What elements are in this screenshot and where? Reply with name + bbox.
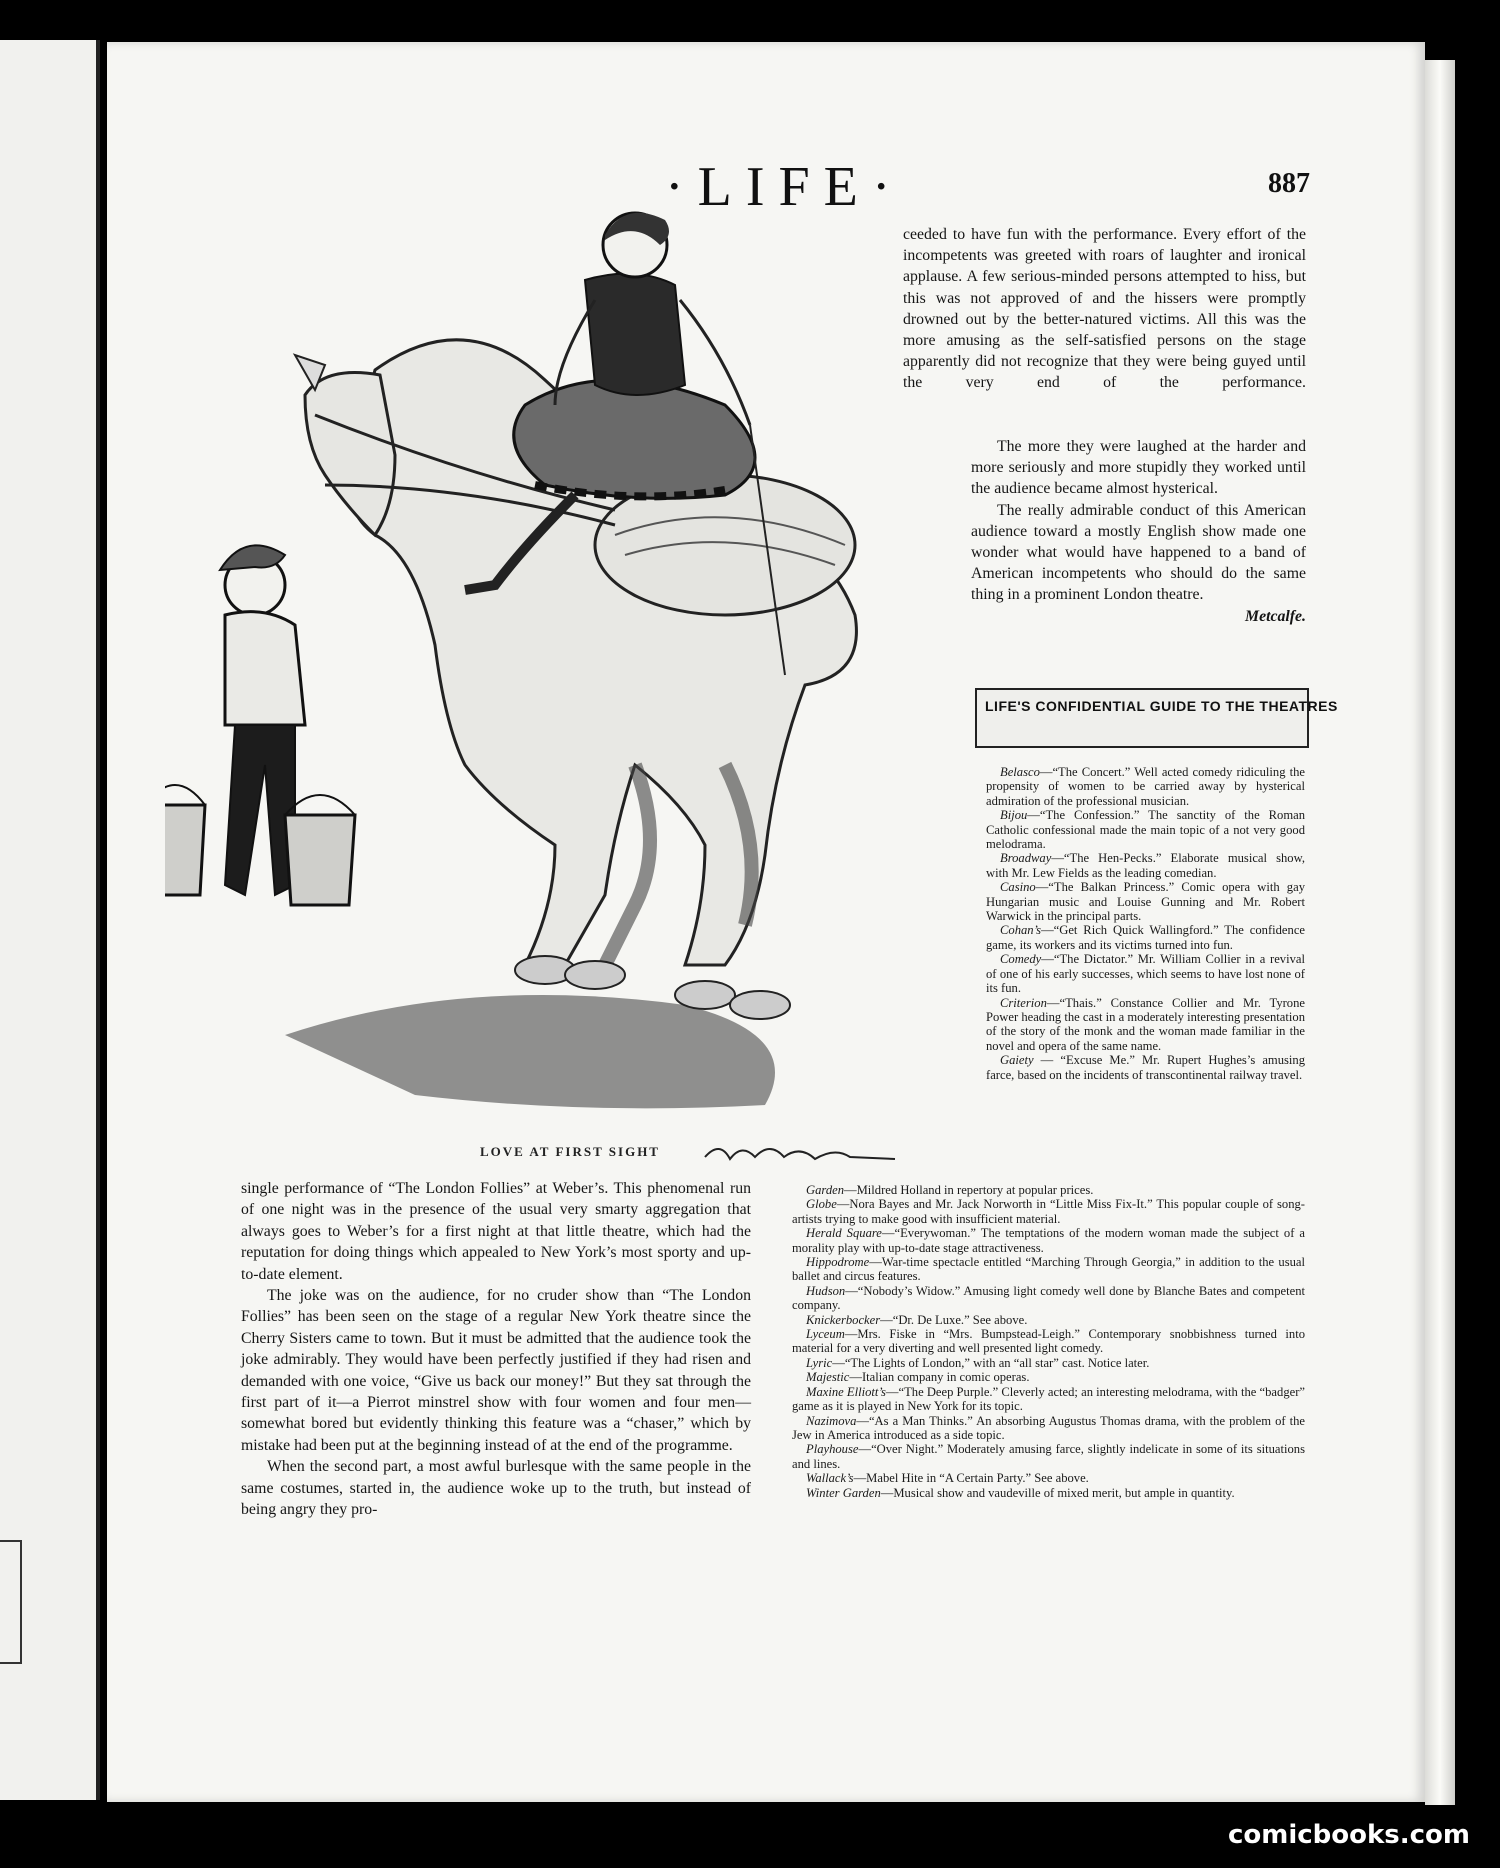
theatre-guide-title: LIFE'S CONFIDENTIAL GUIDE TO THE THEATRES	[985, 698, 1338, 714]
theatre-listing-a	[986, 765, 1305, 1082]
listing-text: —“The Hen-Pecks.” Elaborate musical show, with Mr. Lew Fields as the leading comedian.	[986, 851, 1305, 880]
listing-text: —Mrs. Fiske in “Mrs. Bumpstead-Leigh.” Contemporary snobbishness turned into material for a very diverting and well presented light comedy.	[792, 1327, 1305, 1356]
venue-name: Hippodrome	[806, 1255, 870, 1270]
venue-name: Playhouse	[806, 1442, 859, 1457]
listing-entry	[986, 952, 1305, 995]
venue-name: Herald Square	[806, 1226, 882, 1241]
page-stack-edge	[1425, 60, 1455, 1805]
listing-entry	[792, 1471, 1305, 1485]
review-column-top	[903, 224, 1306, 394]
masthead-title: ·LIFE·	[665, 156, 905, 218]
venue-name: Nazimova	[806, 1413, 857, 1428]
listing-text: —Mildred Holland in repertory at popular prices.	[844, 1183, 1094, 1197]
listing-entry	[986, 1053, 1305, 1082]
listing-text: —Mabel Hite in “A Certain Party.” See above.	[853, 1471, 1089, 1486]
venue-name: Lyric	[806, 1355, 833, 1370]
review-paragraph: The really admirable conduct of this American audience toward a mostly English show made one wonder what would have happened to a band of American incompetents who should do the same thing in a prominent London theatre.	[971, 501, 1306, 604]
review-author: Metcalfe.	[1245, 607, 1306, 625]
listing-text: —“Nobody’s Widow.” Amusing light comedy well done by Blanche Bates and competent company.	[792, 1283, 1305, 1313]
venue-name: Winter Garden	[806, 1485, 881, 1500]
venue-name: Cohan’s	[1000, 923, 1042, 938]
venue-name: Bijou	[1000, 808, 1028, 823]
listing-entry	[792, 1327, 1305, 1356]
listing-entry	[986, 808, 1305, 851]
artist-signature	[700, 1135, 900, 1169]
venue-name: Criterion	[1000, 995, 1047, 1010]
facing-page-edge	[0, 40, 100, 1800]
listing-entry	[792, 1284, 1305, 1313]
venue-name: Wallack’s	[806, 1471, 854, 1486]
listing-entry	[986, 851, 1305, 880]
review-paragraph: When the second part, a most awful burlesque with the same people in the same costumes, started in, the audience woke up to the truth, but instead of being angry they pro-	[241, 1458, 751, 1519]
girl-on-horse-with-boy-carrying-buckets-illustration	[165, 205, 965, 1145]
page-number: 887	[1268, 168, 1310, 199]
venue-name: Majestic	[806, 1370, 850, 1385]
listing-entry	[792, 1356, 1305, 1370]
listing-text: —“Everywoman.” The temptations of the modern woman made the subject of a morality play with up-to-date stage attractiveness.	[792, 1226, 1305, 1255]
listing-entry	[986, 923, 1305, 952]
listing-text: —Italian company in comic operas.	[849, 1370, 1030, 1385]
listing-text: —“The Deep Purple.” Cleverly acted; an interesting melodrama, with the “badger” game as it is played in New York for its topic.	[792, 1384, 1305, 1414]
venue-name: Maxine Elliott’s	[806, 1384, 886, 1399]
listing-entry	[986, 880, 1305, 923]
listing-text: —“As a Man Thinks.” An absorbing Augustus Thomas drama, with the problem of the Jew in America introduced as a side topic.	[792, 1413, 1305, 1442]
listing-entry	[986, 765, 1305, 808]
review-paragraph: The joke was on the audience, for no cruder show than “The London Follies” has been seen on the stage of a regular New York theatre since the Cherry Sisters came to town. But it must be admitted that the audience took the joke admirably. They would have been perfectly justified if they had risen and demanded with one voice, “Give us back our money!” But they sat through the first part of it—a Pierrot minstrel show with four women and four men—somewhat bored but evidently thinking this feature was a “chaser,” which by mistake had been put at the beginning instead of at the end of the programme.	[241, 1287, 751, 1454]
listing-text: —“Get Rich Quick Wallingford.” The confidence game, its workers and its victims turned into fun.	[986, 923, 1305, 952]
venue-name: Casino	[1000, 880, 1036, 895]
theatre-listing-b	[792, 1183, 1305, 1500]
venue-name: Knickerbocker	[806, 1312, 881, 1327]
listing-entry	[792, 1226, 1305, 1255]
listing-entry	[792, 1442, 1305, 1471]
listing-entry	[792, 1370, 1305, 1384]
listing-entry	[792, 1313, 1305, 1327]
listing-entry	[792, 1183, 1305, 1197]
venue-name: Comedy	[1000, 952, 1042, 967]
venue-name: Globe	[806, 1197, 837, 1212]
review-column-left	[241, 1178, 751, 1521]
review-column-mid	[971, 436, 1306, 627]
review-paragraph: The more they were laughed at the harder and more seriously and more stupidly they worked until the audience became almost hysterical.	[971, 438, 1306, 498]
illustration-caption: LOVE AT FIRST SIGHT	[480, 1144, 660, 1159]
listing-entry	[792, 1255, 1305, 1284]
listing-text: —“Over Night.” Moderately amusing farce, slightly indelicate in some of its situations and lines.	[792, 1442, 1305, 1471]
listing-text: —“The Confession.” The sanctity of the Roman Catholic confessional made the main topic of a not very good melodrama.	[986, 808, 1305, 852]
listing-entry	[792, 1385, 1305, 1414]
listing-text: —“Thais.” Constance Collier and Mr. Tyrone Power heading the cast in a moderately interesting presentation of the story of the monk and the woman made familiar in the novel and opera of the same name.	[986, 995, 1305, 1053]
venue-name: Lyceum	[806, 1327, 845, 1342]
listing-text: —“The Dictator.” Mr. William Collier in a revival of one of his early successes, which seems to have lost none of its fun.	[986, 952, 1305, 996]
listing-entry	[792, 1197, 1305, 1226]
listing-text: —Nora Bayes and Mr. Jack Norworth in “Little Miss Fix-It.” This popular couple of song-artists trying to make good with insufficient material.	[792, 1197, 1305, 1226]
review-paragraph: ceeded to have fun with the performance. Every effort of the incompetents was greeted with roars of laughter and ironical applause. A few serious-minded persons attempted to hiss, but this was not approved of and the hissers were promptly drowned out by the better-natured victims. All this was the more amusing as the self-satisfied persons on the stage apparently did not recognize that they were being guyed until the very end of the performance.	[903, 226, 1306, 392]
theatre-guide-banner	[975, 688, 1338, 748]
listing-text: —“The Balkan Princess.” Comic opera with gay Hungarian music and Louise Gunning and Mr. Robert Warwick in the principal parts.	[986, 880, 1305, 924]
listing-text: —“The Concert.” Well acted comedy ridiculing the propensity of women to be carried away by hysterical admiration of the professional musician.	[986, 765, 1305, 808]
listing-text: —“The Lights of London,” with an “all star” cast. Notice later.	[832, 1355, 1150, 1370]
review-paragraph: single performance of “The London Follies” at Weber’s. This phenomenal run of one night was in the presence of the usual very smarty aggregation that always goes to Weber’s for a first night at that little theatre, which had the reputation for doing things which appealed to New York’s most sporty and up-to-date element.	[241, 1180, 751, 1283]
listing-text: —War-time spectacle entitled “Marching Through Georgia,” in addition to the usual ballet and circus features.	[792, 1255, 1305, 1284]
venue-name: Gaiety	[1000, 1053, 1034, 1068]
venue-name: Belasco	[1000, 765, 1040, 779]
facing-page-fragment	[0, 1540, 22, 1664]
listing-entry	[986, 996, 1305, 1054]
venue-name: Hudson	[806, 1283, 846, 1298]
watermark: comicbooks.com	[1227, 1820, 1470, 1850]
listing-text: —Musical show and vaudeville of mixed merit, but ample in quantity.	[880, 1485, 1235, 1500]
listing-entry	[792, 1486, 1305, 1500]
venue-name: Broadway	[1000, 851, 1052, 866]
listing-entry	[792, 1414, 1305, 1443]
listing-text: —“Dr. De Luxe.” See above.	[880, 1312, 1028, 1327]
listing-text: — “Excuse Me.” Mr. Rupert Hughes’s amusing farce, based on the incidents of transcontinental railway travel.	[986, 1053, 1305, 1082]
venue-name: Garden	[806, 1183, 845, 1197]
